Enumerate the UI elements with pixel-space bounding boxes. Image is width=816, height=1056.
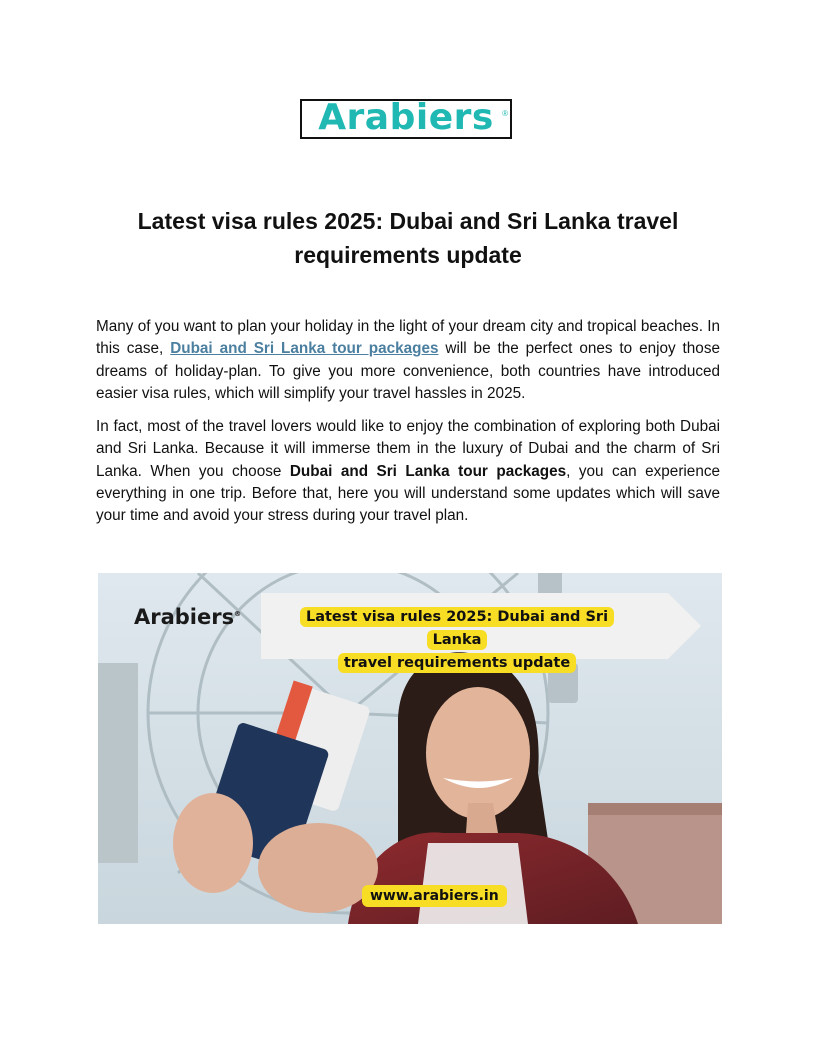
hero-banner-line1: Latest visa rules 2025: Dubai and Sri Lanka xyxy=(300,607,614,650)
hero-logo-text: Arabiers xyxy=(134,605,235,629)
header-logo xyxy=(300,99,512,139)
intro-text-end: will be the perfect ones to enjoy those dreams of holiday-plan. To give you more convenience, both countries have introduced easier visa rules, which will simplify your travel hassles in 2025. xyxy=(96,340,720,402)
intro-text-start: Many of you want to plan your holiday in the light of your dream city and tropical beaches. In this case, xyxy=(96,318,720,358)
hero-logo xyxy=(134,605,241,629)
tour-packages-bold: Dubai and Sri Lanka tour packages xyxy=(289,462,567,480)
registered-mark: ® xyxy=(502,109,508,118)
second-text-start: In fact, most of the travel lovers would like to enjoy the combination of exploring both Dubai and Sri Lanka. Because it will immerse them in the luxury of Dubai and the charm of Sri Lanka. When you choose xyxy=(96,418,720,480)
hero-banner-line2: travel requirements update xyxy=(338,653,576,673)
hero-image xyxy=(98,573,722,924)
logo-wordmark: Arabiers xyxy=(318,97,494,138)
second-text-end: , you can experience everything in one trip. Before that, here you will understand some updates which will save your time and avoid your stress during your travel plan. xyxy=(96,462,720,525)
tour-packages-link[interactable]: Dubai and Sri Lanka tour packages xyxy=(170,340,439,358)
intro-paragraph xyxy=(96,316,720,405)
article-title: Latest visa rules 2025: Dubai and Sri Lanka travel requirements update xyxy=(137,208,679,268)
website-url-badge: www.arabiers.in xyxy=(362,885,507,907)
hero-registered-mark: ® xyxy=(234,610,242,618)
hero-banner-title xyxy=(290,606,624,675)
second-paragraph xyxy=(96,416,720,527)
